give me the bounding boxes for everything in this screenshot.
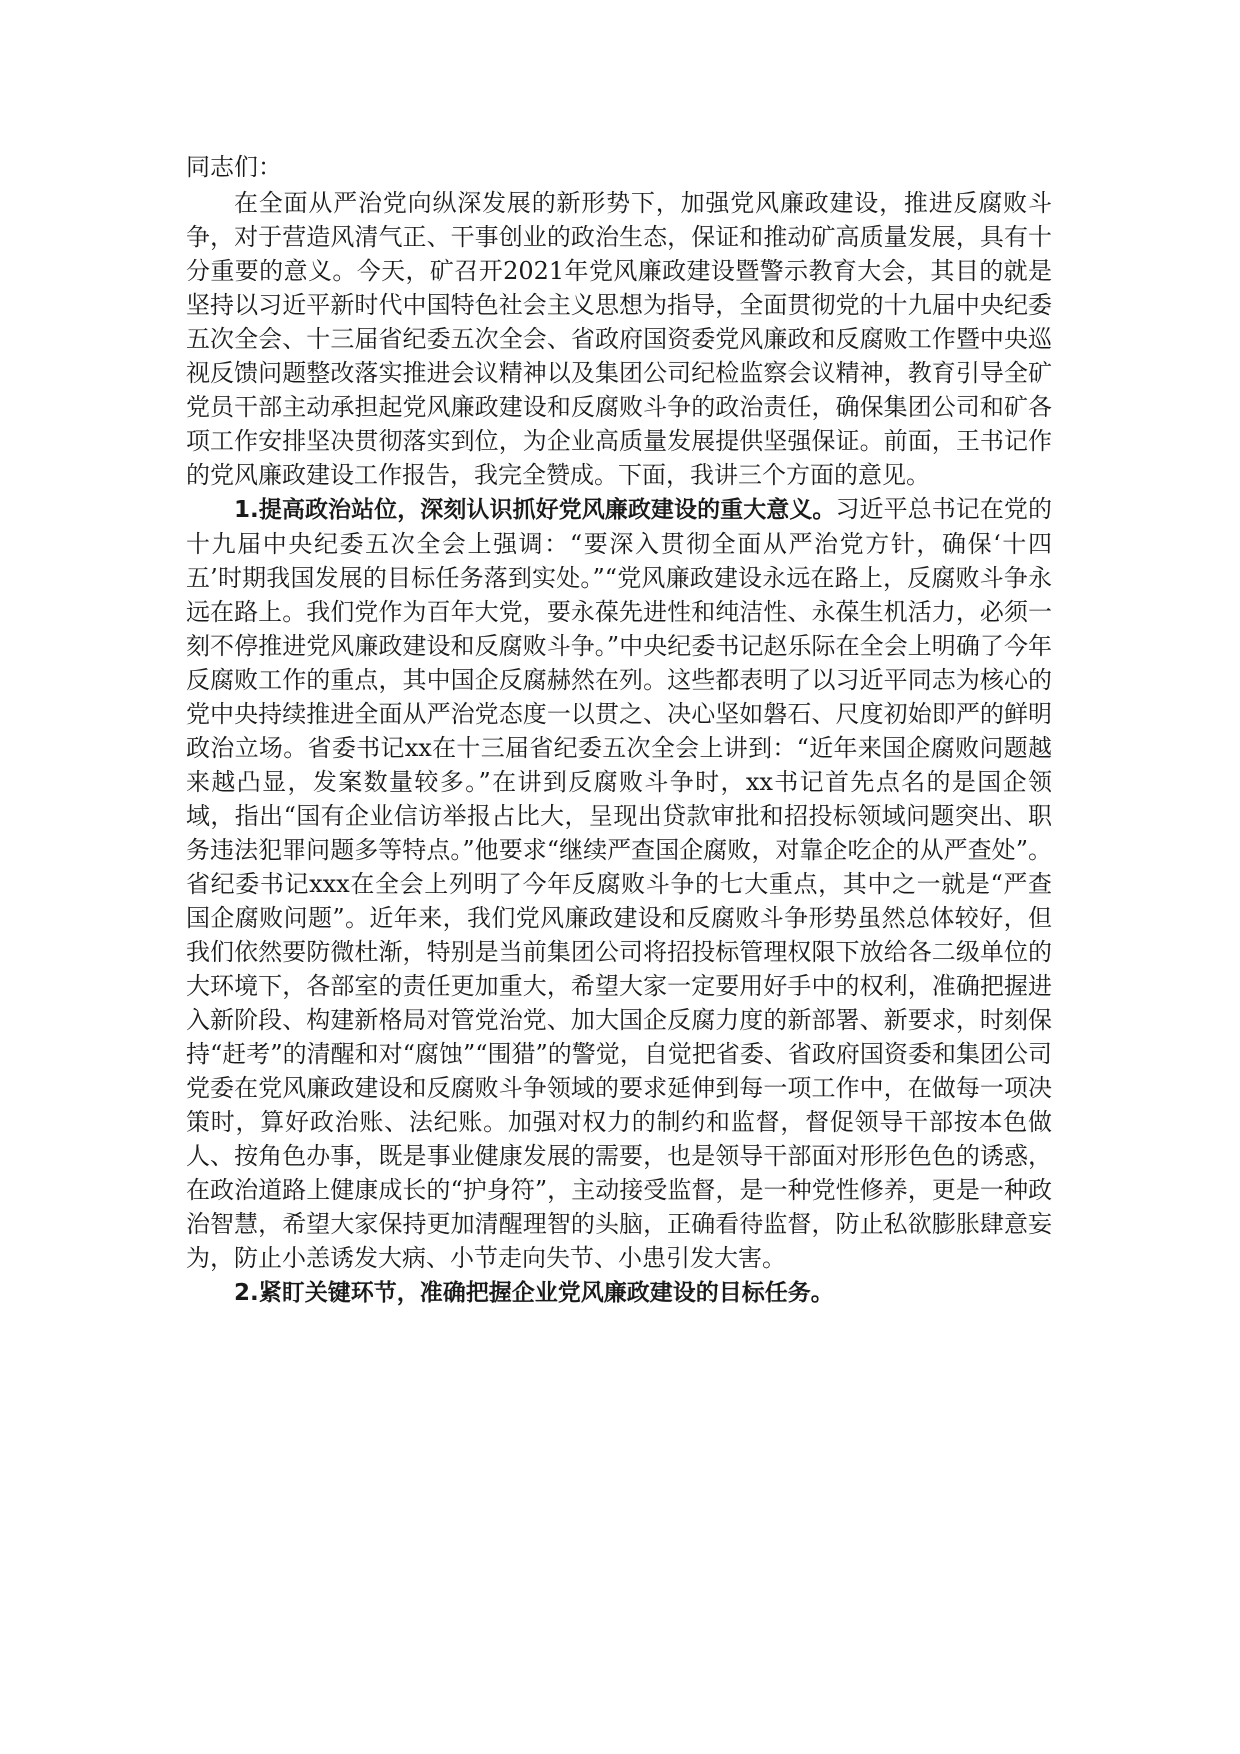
section-2-heading: 2.紧盯关键环节，准确把握企业党风廉政建设的目标任务。 xyxy=(234,1280,834,1306)
section-1-paragraph xyxy=(186,492,1052,1275)
document-page xyxy=(186,150,1052,1310)
section-1-heading: 1.提高政治站位，深刻认识抓好党风廉政建设的重大意义。 xyxy=(234,497,836,523)
intro-paragraph: 在全面从严治党向纵深发展的新形势下，加强党风廉政建设，推进反腐败斗争，对于营造风清气正、干事创业的政治生态，保证和推动矿高质量发展，具有十分重要的意义。今天，矿召开2021年党风廉政建设暨警示教育大会，其目的就是坚持以习近平新时代中国特色社会主义思想为指导，全面贯彻党的十九届中央纪委五次全会、十三届省纪委五次全会、省政府国资委党风廉政和反腐败工作暨中央巡视反馈问题整改落实推进会议精神以及集团公司纪检监察会议精神，教育引导全矿党员干部主动承担起党风廉政建设和反腐败斗争的政治责任，确保集团公司和矿各项工作安排坚决贯彻落实到位，为企业高质量发展提供坚强保证。前面，王书记作的党风廉政建设工作报告，我完全赞成。下面，我讲三个方面的意见。 xyxy=(186,189,1052,489)
salutation: 同志们： xyxy=(186,153,282,181)
section-1-body: 习近平总书记在党的十九届中央纪委五次全会上强调：“要深入贯彻全面从严治党方针，确保‘十四五’时期我国发展的目标任务落到实处。”“党风廉政建设永远在路上，反腐败斗争永远在路上。我们党作为百年大党，要永葆先进性和纯洁性、永葆生机活力，必须一刻不停推进党风廉政建设和反腐败斗争。”中央纪委书记赵乐际在全会上明确了今年反腐败工作的重点，其中国企反腐赫然在列。这些都表明了以习近平同志为核心的党中央持续推进全面从严治党态度一以贯之、决心坚如磐石、尺度初始即严的鲜明政治立场。省委书记xx在十三届省纪委五次全会上讲到：“近年来国企腐败问题越来越凸显，发案数量较多。”在讲到反腐败斗争时，xx书记首先点名的是国企领域，指出“国有企业信访举报占比大，呈现出贷款审批和招投标领域问题突出、职务违法犯罪问题多等特点。”他要求“继续严查国企腐败，对靠企吃企的从严查处”。省纪委书记xxx在全会上列明了今年反腐败斗争的七大重点，其中之一就是“严查国企腐败问题”。近年来，我们党风廉政建设和反腐败斗争形势虽然总体较好，但我们依然要防微杜渐，特别是当前集团公司将招投标管理权限下放给各二级单位的大环境下，各部室的责任更加重大，希望大家一定要用好手中的权利，准确把握进入新阶段、构建新格局对管党治党、加大国企反腐力度的新部署、新要求，时刻保持“赶考”的清醒和对“腐蚀”“围猎”的警觉，自觉把省委、省政府国资委和集团公司党委在党风廉政建设和反腐败斗争领域的要求延伸到每一项工作中，在做每一项决策时，算好政治账、法纪账。加强对权力的制约和监督，督促领导干部按本色做人、按角色办事，既是事业健康发展的需要，也是领导干部面对形形色色的诱惑，在政治道路上健康成长的“护身符”，主动接受监督，是一种党性修养，更是一种政治智慧，希望大家保持更加清醒理智的头脑，正确看待监督，防止私欲膨胀肆意妄为，防止小恙诱发大病、小节走向失节、小患引发大害。 xyxy=(186,495,1052,1272)
section-2-paragraph xyxy=(186,1275,1052,1310)
